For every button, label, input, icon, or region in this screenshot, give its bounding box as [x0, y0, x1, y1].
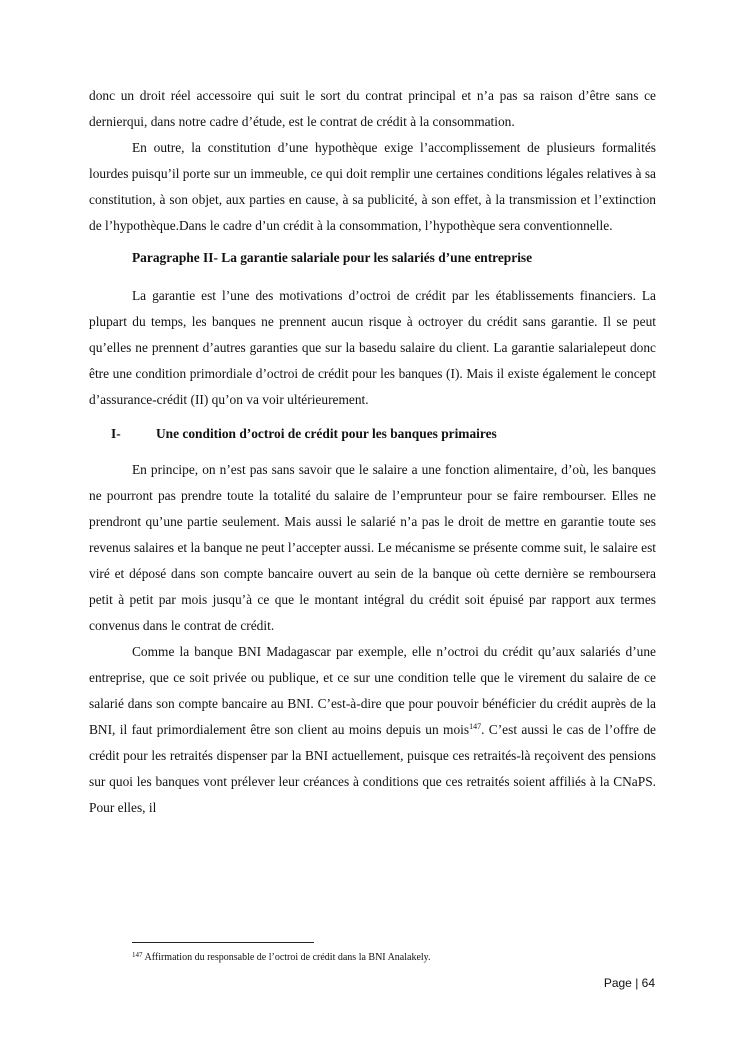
footnote-number: 147 — [132, 951, 143, 959]
paragraph-bni-text-1: Comme la banque BNI Madagascar par exemple, elle n’octroi du crédit qu’aux salariés d’une entreprise, que ce soit privée ou publique, et ce sur une condition telle que le virement du salaire de ce salarié dans son compte bancaire au BNI. C’est-à-dire que pour pouvoir bénéficier du crédit auprès de la BNI, il faut primordialement être son client au moins depuis un mois — [89, 644, 656, 737]
footnote-text: Affirmation du responsable de l’octroi de crédit dans la BNI Analakely. — [144, 952, 431, 963]
paragraph-continuation: donc un droit réel accessoire qui suit le sort du contrat principal et n’a pas sa raison d’être sans ce dernierqui, dans notre cadre d’étude, est le contrat de crédit à la consommation. — [89, 88, 656, 129]
paragraph-hypotheque: En outre, la constitution d’une hypothèque exige l’accomplissement de plusieurs formalités lourdes puisqu’il porte sur un immeuble, ce qui doit remplir une certaines conditions légales relatives à sa constitution, à son objet, aux parties en cause, à sa publicité, à son effet, à la transmission et l’extinction de l’hypothèque.Dans le cadre d’un crédit à la consommation, l’hypothèque sera conventionnelle. — [89, 140, 656, 233]
footnote — [132, 948, 431, 965]
footnote-reference[interactable]: 147 — [469, 722, 482, 731]
page-number: Page | 64 — [603, 976, 655, 990]
page-body — [89, 83, 656, 821]
section-number: I- — [111, 426, 121, 441]
paragraph-bni-text-2: . C’est aussi le cas de l’offre de crédit pour les retraités dispenser par la BNI actuellement, puisque ces retraités-là reçoivent des pensions sur quoi les banques vont prélever leur créances à conditions que ces retraités soient affiliés à la CNaPS. Pour elles, il — [89, 722, 656, 815]
paragraph-bni — [89, 639, 656, 821]
paragraph-garantie: La garantie est l’une des motivations d’octroi de crédit par les établissements financiers. La plupart du temps, les banques ne prennent aucun risque à octroyer du crédit sans garantie. Il se peut qu’elles ne prennent d’autres garanties que sur la basedu salaire du client. La garantie salarialepeut donc être une condition primordiale d’octroi de crédit pour les banques (I). Mais il existe également le concept d’assurance-crédit (II) qu’on va voir ultérieurement. — [89, 288, 656, 407]
paragraph-principe: En principe, on n’est pas sans savoir que le salaire a une fonction alimentaire, d’où, les banques ne pourront pas prendre toute la totalité du salaire de l’emprunteur pour se faire rembourser. Elles ne prendront qu’une partie seulement. Mais aussi le salarié n’a pas le droit de mettre en garantie toute ses revenus salaires et la banque ne peut l’accepter aussi. Le mécanisme se présente comme suit, le salaire est viré et déposé dans son compte bancaire ouvert au sein de la banque où cette dernière se remboursera petit à petit par mois jusqu’à ce que le montant intégral du crédit soit épuisé par rapport aux termes convenus dans le contrat de crédit. — [89, 462, 657, 633]
paragraph-heading: Paragraphe II- La garantie salariale pour les salariés d’une entreprise — [132, 250, 533, 265]
footnote-separator — [132, 942, 314, 943]
section-title: Une condition d’octroi de crédit pour les banques primaires — [156, 426, 497, 441]
section-heading — [89, 421, 656, 447]
